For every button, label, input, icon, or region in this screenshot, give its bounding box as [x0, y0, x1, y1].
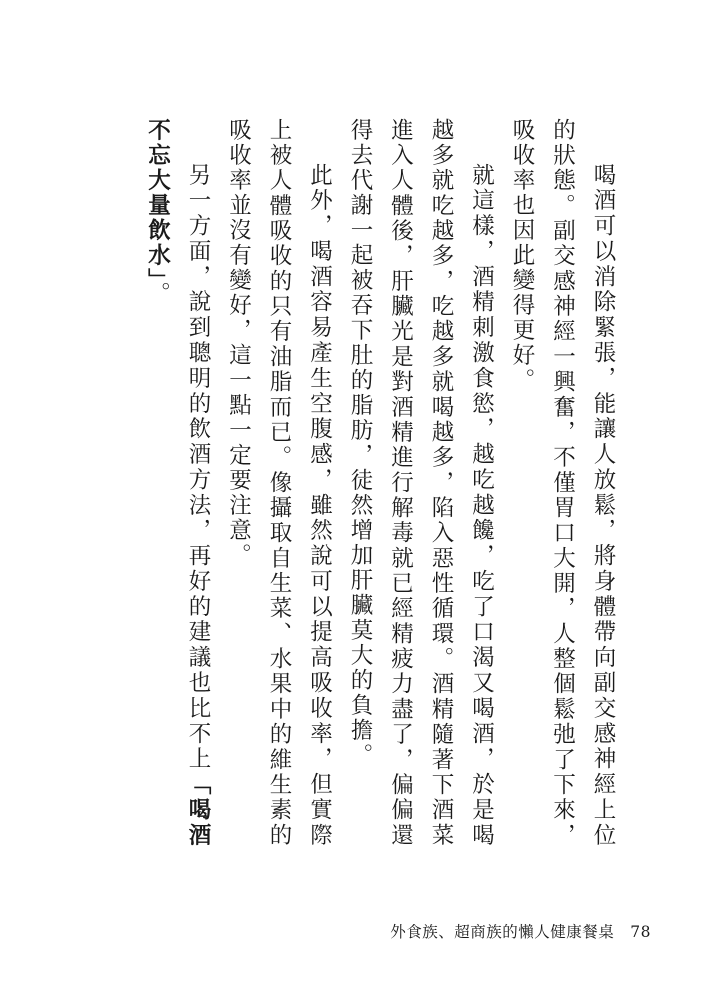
- paragraph-2: 就這樣，酒精刺激食慾，越吃越饞，吃了口渴又喝酒，於是喝越多就吃越多，吃越多就喝越多，陷入惡性循環。酒精隨著下酒菜進入人體後，肝臟光是對酒精進行解毒就已經精疲力盡了，偏偏還得去代謝一起被吞下肚的脂肪，徒然增加肝臟莫大的負擔。: [347, 118, 495, 848]
- paragraph-4: [137, 118, 218, 848]
- paragraph-1: 喝酒可以消除緊張，能讓人放鬆，將身體帶向副交感神經上位的狀態。副交感神經一興奮，不僅胃口大開，人整個鬆弛了下來，吸收率也因此變得更好。: [509, 118, 616, 848]
- paragraph-3: 此外，喝酒容易產生空腹感，雖然說可以提高吸收率，但實際上被人體吸收的只有油脂而已。像攝取自生菜、水果中的維生素的吸收率並沒有變好，這一點一定要注意。: [225, 118, 333, 848]
- running-footer: [390, 920, 651, 942]
- paragraph-4-end: 。: [144, 281, 171, 307]
- paragraph-4-lead: 另一方面，說到聰明的飲酒方法，再好的建議也比不上: [185, 163, 211, 773]
- bold-quote: 「喝酒不忘大量飲水」: [144, 118, 211, 849]
- book-title: 外食族、超商族的懶人健康餐桌: [390, 923, 615, 941]
- page-number: 78: [630, 923, 651, 941]
- body-text: [137, 118, 623, 848]
